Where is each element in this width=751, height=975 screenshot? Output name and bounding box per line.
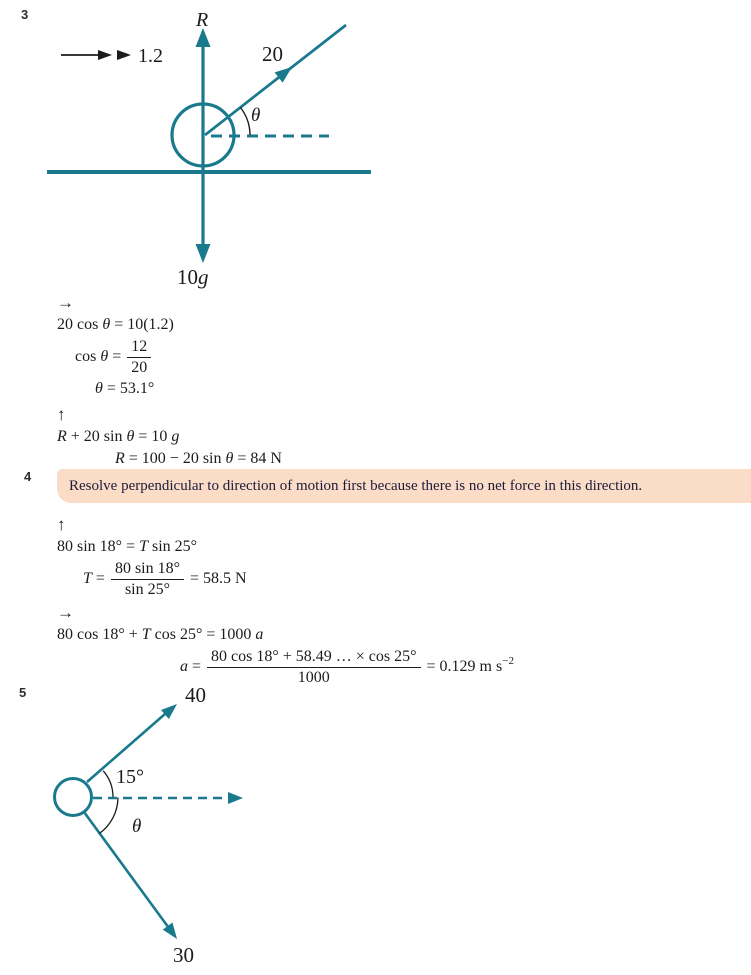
equation-line: R + 20 sin θ = 10 g bbox=[57, 428, 180, 445]
hint-box bbox=[57, 469, 751, 503]
unit-exponent: −2 bbox=[502, 655, 514, 667]
weight-g: g bbox=[198, 265, 209, 289]
problem-3-force-diagram bbox=[40, 0, 385, 292]
equation-line: 80 sin 18° = T sin 25° bbox=[57, 538, 198, 555]
equation-line: a = $\frac{80 \cos 18^\circ + 58.49 \dots \times \cos 25^\circ}{1000}$ = 0.129 m s −2 bbox=[180, 647, 514, 686]
resolve-right-symbol: → bbox=[57, 293, 74, 312]
theta-label: θ bbox=[132, 816, 142, 837]
equation-line: 80 cos 18° + T cos 25° = 1000 a bbox=[57, 626, 264, 643]
angle-15-label: 15° bbox=[116, 766, 144, 788]
problem-3-number: 3 bbox=[21, 7, 29, 22]
acceleration-arrowhead-icon bbox=[98, 50, 112, 60]
problem-5-number: 5 bbox=[19, 685, 27, 700]
equation-line: cos θ = $\frac{12}{20}$ bbox=[75, 336, 282, 378]
weight-number: 10 bbox=[177, 265, 198, 289]
theta-angle-arc bbox=[100, 798, 119, 834]
force-30-line bbox=[84, 812, 174, 935]
particle-circle bbox=[55, 779, 92, 816]
fraction: $\frac{80 \sin 18^\circ}{\sin 25^\circ}$ bbox=[111, 560, 184, 599]
direction-arrowhead-icon bbox=[228, 792, 243, 804]
theta-angle-arc bbox=[241, 108, 251, 136]
equation-line: θ = 53.1° bbox=[95, 380, 155, 397]
weight-label bbox=[177, 265, 209, 289]
problem-3-working bbox=[57, 294, 282, 470]
problem-4-working bbox=[57, 516, 514, 688]
acceleration-label: 1.2 bbox=[138, 45, 163, 67]
weight-arrowhead-icon bbox=[196, 244, 211, 263]
equation-line: T = $\frac{80 \sin 18^\circ}{\sin 25^\circ}$ = 58.5 N bbox=[83, 559, 247, 598]
angle-15-arc bbox=[103, 771, 113, 797]
equation-line: R = 100 − 20 sin θ = 84 N bbox=[115, 450, 282, 467]
force-30-label: 30 bbox=[173, 943, 194, 967]
acceleration-arrowhead-icon bbox=[117, 50, 131, 60]
problem-4-number: 4 bbox=[24, 469, 32, 484]
fraction: $\frac{80 \cos 18^\circ + 58.49 \dots \times \cos 25^\circ}{1000}$ bbox=[207, 648, 421, 687]
hint-text: Resolve perpendicular to direction of motion first because there is no net force in this direction. bbox=[69, 477, 643, 494]
applied-force-label: 20 bbox=[262, 42, 283, 66]
resolve-up-symbol: ↑ bbox=[57, 405, 66, 424]
resolve-up-symbol: ↑ bbox=[57, 515, 66, 534]
theta-label: θ bbox=[251, 105, 261, 126]
resolve-right-symbol: → bbox=[57, 603, 74, 622]
problem-5-force-diagram bbox=[40, 685, 270, 975]
force-40-label: 40 bbox=[185, 683, 206, 707]
fraction: $\frac{12}{20}$ bbox=[127, 338, 151, 377]
normal-force-label: R bbox=[196, 9, 209, 31]
equation-line: 20 cos θ = 10(1.2) bbox=[57, 316, 174, 333]
